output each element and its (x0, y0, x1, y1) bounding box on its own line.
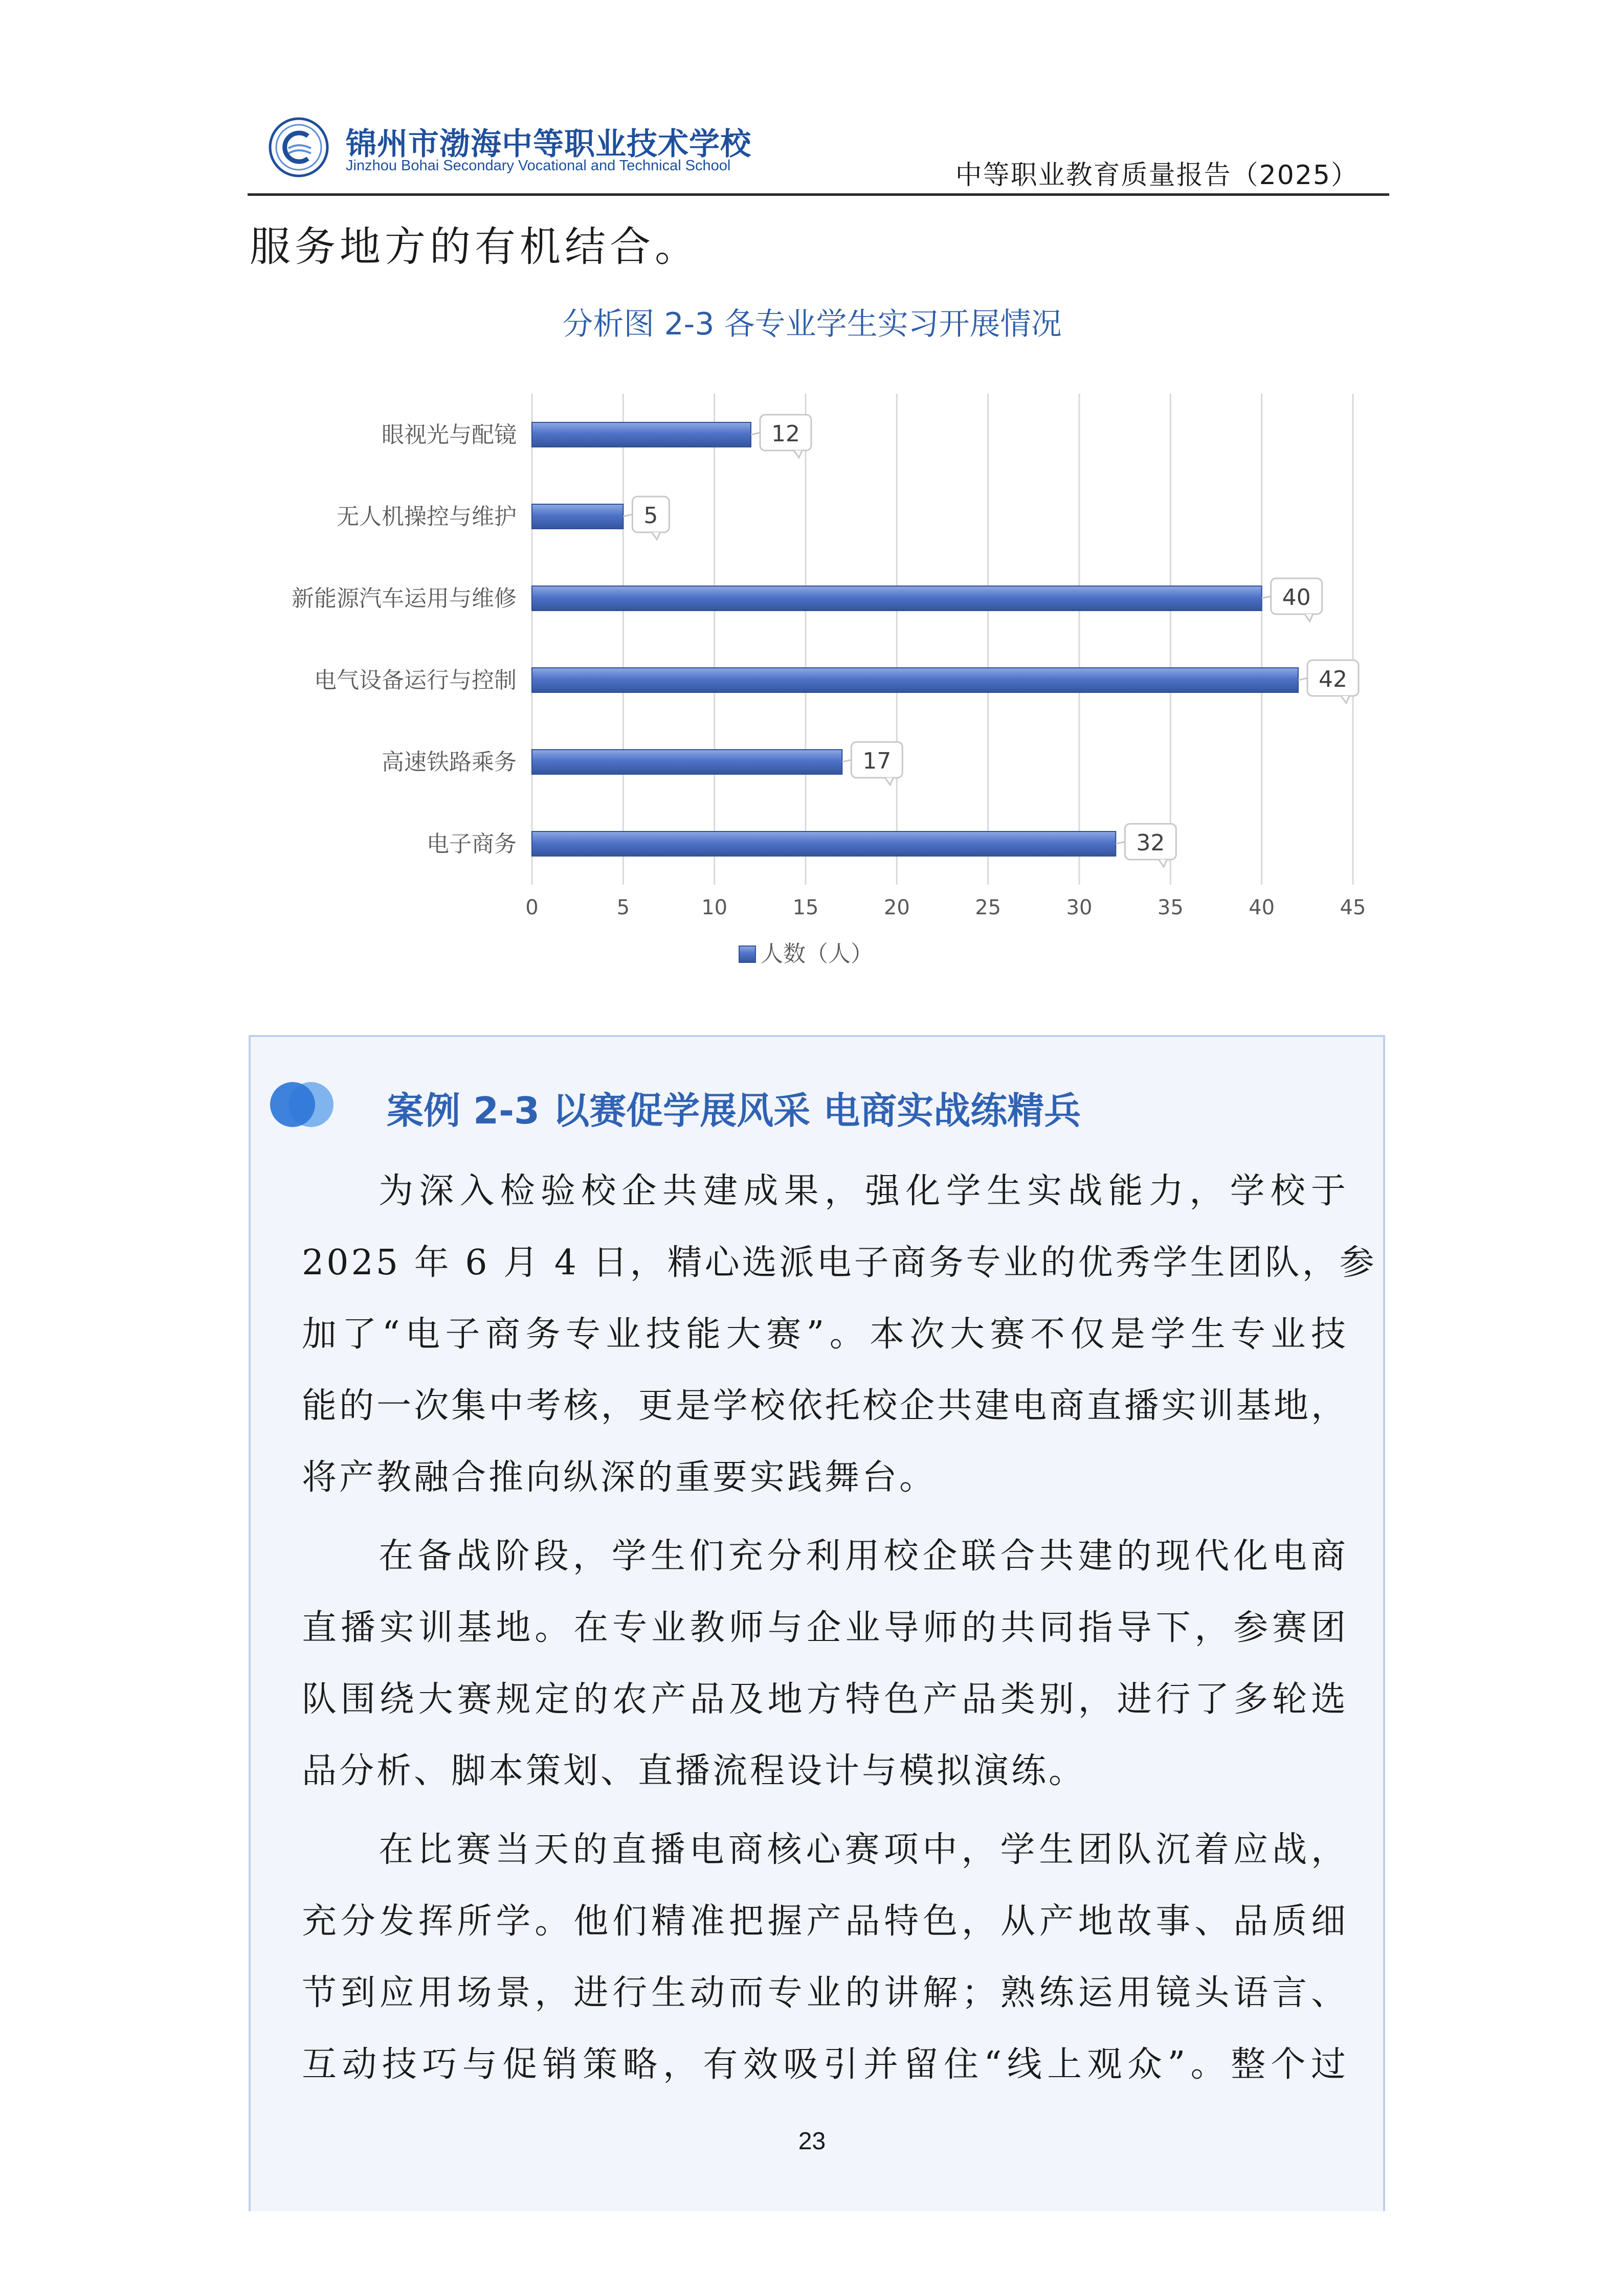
x-tick-label: 10 (701, 896, 728, 919)
school-name-en: Jinzhou Bohai Secondary Vocational and Technical School (346, 157, 731, 174)
data-label-tail (794, 451, 802, 458)
bar-6 (532, 831, 1116, 856)
category-label: 电子商务 (427, 831, 517, 857)
case-box (249, 1035, 1385, 2211)
bar-3 (532, 586, 1262, 611)
category-label: 电气设备运行与控制 (314, 667, 517, 693)
chart-title: 分析图 2-3 各专业学生实习开展情况 (562, 306, 1062, 342)
school-name-cn: 锦州市渤海中等职业技术学校 (346, 126, 751, 162)
legend-label: 人数（人） (761, 941, 873, 967)
x-tick-label: 30 (1066, 896, 1093, 919)
legend-swatch (739, 946, 755, 962)
case-text-line: 充分发挥所学。他们精准把握产品特色，从产地故事、品质细 (302, 1901, 1348, 1942)
case-text-line: 品分析、脚本策划、直播流程设计与模拟演练。 (302, 1751, 1086, 1791)
data-label-tail (652, 532, 660, 539)
x-tick-label: 35 (1157, 896, 1184, 919)
case-paragraph (302, 1814, 1348, 2101)
case-text-line: 在比赛当天的直播电商核心赛项中，学生团队沉着应战， (379, 1830, 1348, 1870)
case-text-line: 互动技巧与促销策略，有效吸引并留住“线上观众”。整个过 (302, 2044, 1348, 2085)
case-text-line: 将产教融合推向纵深的重要实践舞台。 (302, 1457, 937, 1498)
case-text-line: 节到应用场景，进行生动而专业的讲解；熟练运用镜头语言、 (302, 1973, 1348, 2013)
x-tick-label: 15 (792, 896, 819, 919)
data-label: 5 (643, 503, 658, 529)
x-tick-label: 40 (1249, 896, 1275, 919)
bar-5 (532, 750, 842, 774)
data-label-tail (1341, 696, 1349, 703)
double-circle-icon (264, 1079, 341, 1130)
data-label-leader (842, 760, 851, 762)
x-tick-label: 25 (975, 896, 1002, 919)
bar-1 (532, 422, 751, 447)
category-label: 新能源汽车运用与维修 (292, 586, 517, 612)
case-title: 案例 2-3 以赛促学展风采 电商实战练精兵 (387, 1089, 1081, 1132)
x-tick-label: 0 (525, 896, 539, 919)
data-label-leader (751, 433, 760, 435)
page-number: 23 (798, 2128, 826, 2155)
school-logo-icon (268, 117, 329, 178)
category-label: 眼视光与配镜 (382, 422, 517, 448)
data-label-tail (885, 778, 893, 785)
data-label-tail (1159, 860, 1167, 867)
x-tick-label: 20 (883, 896, 910, 919)
case-text-line: 在备战阶段，学生们充分利用校企联合共建的现代化电商 (379, 1536, 1348, 1577)
data-label-leader (1116, 842, 1125, 844)
case-text-line: 为深入检验校企共建成果，强化学生实战能力，学校于 (379, 1171, 1348, 1211)
case-text-line: 2025 年 6 月 4 日，精心选派电子商务专业的优秀学生团队，参 (302, 1243, 1377, 1283)
data-label-tail (1305, 614, 1313, 621)
x-tick-label: 5 (616, 896, 630, 919)
data-label: 32 (1136, 830, 1165, 856)
data-label: 40 (1282, 584, 1311, 611)
data-label: 12 (771, 421, 800, 447)
data-label-leader (1262, 596, 1271, 598)
bar-4 (532, 668, 1298, 692)
case-text-line: 能的一次集中考核，更是学校依托校企共建电商直播实训基地， (302, 1386, 1348, 1426)
page-header (248, 102, 1389, 196)
data-label: 42 (1319, 666, 1347, 692)
case-paragraph (302, 1521, 1348, 1807)
lead-text: 服务地方的有机结合。 (250, 223, 700, 271)
data-label: 17 (862, 748, 892, 774)
case-paragraph (302, 1156, 1377, 1514)
data-label-leader (1298, 678, 1307, 680)
case-text-line: 直播实训基地。在专业教师与企业导师的共同指导下，参赛团 (302, 1608, 1348, 1648)
category-label: 无人机操控与维护 (337, 504, 517, 530)
x-tick-label: 45 (1340, 896, 1366, 919)
report-title: 中等职业教育质量报告（2025） (955, 160, 1359, 191)
case-text-line: 加了“电子商务专业技能大赛”。本次大赛不仅是学生专业技 (302, 1314, 1348, 1355)
data-label-leader (623, 514, 632, 516)
bar-chart (235, 378, 1391, 1002)
bar-2 (532, 504, 623, 529)
category-label: 高速铁路乘务 (382, 749, 517, 775)
case-body (302, 1156, 1377, 2101)
case-text-line: 队围绕大赛规定的农产品及地方特色产品类别，进行了多轮选 (302, 1679, 1348, 1720)
